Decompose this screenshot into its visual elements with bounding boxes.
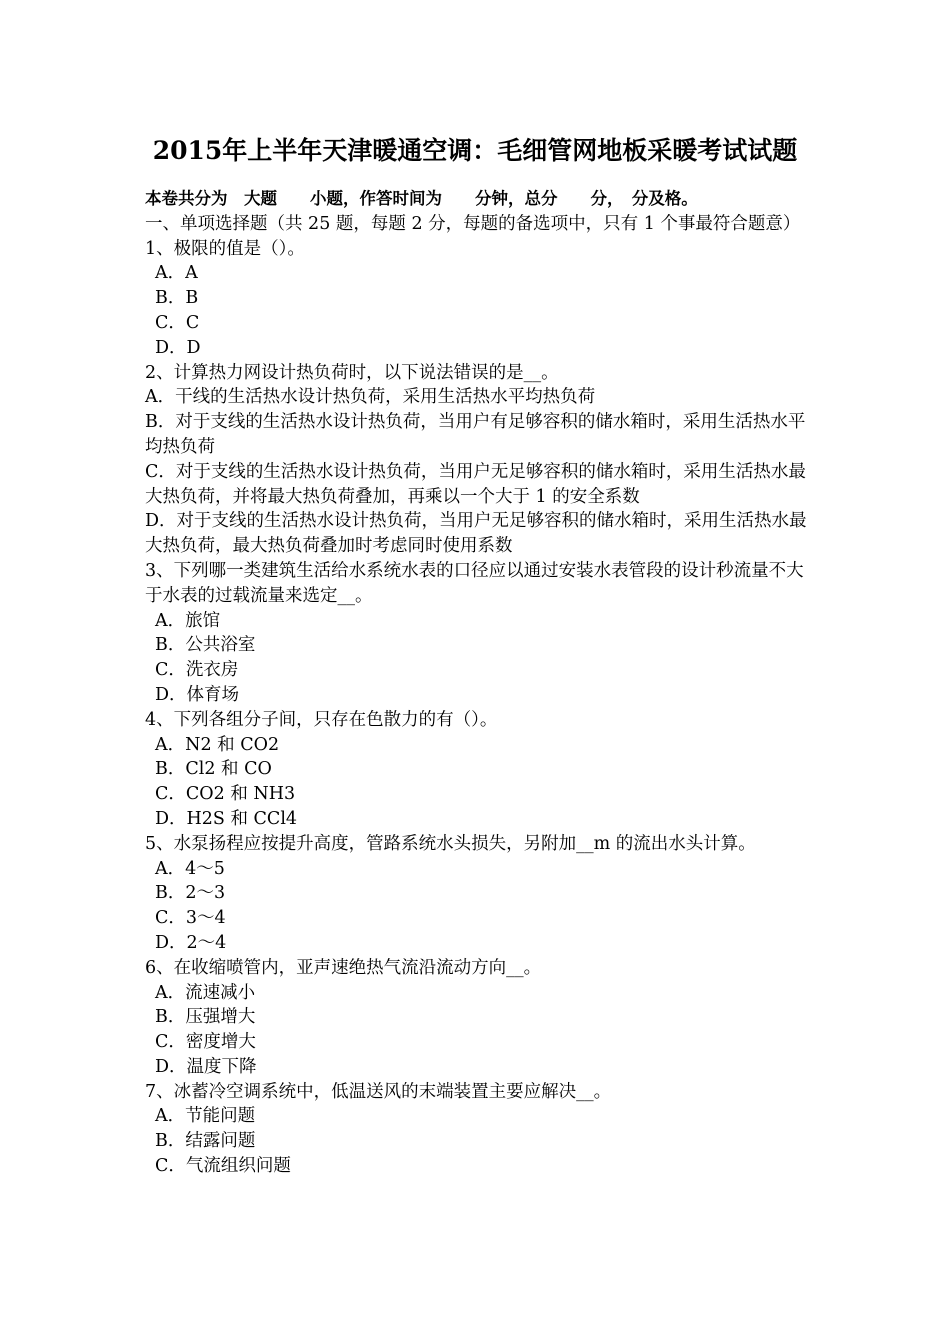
option-d: D．对于支线的生活热水设计热负荷，当用户无足够容积的储水箱时，采用生活热水最大热负荷，最大热负荷叠加时考虑同时使用系数 (145, 511, 807, 557)
option-b: B．B (155, 288, 199, 309)
exam-header-line: 本卷共分为 大题 小题，作答时间为 分钟，总分 分， 分及格。 (145, 189, 698, 208)
question-stem: 3、下列哪一类建筑生活给水系统水表的口径应以通过安装水表管段的设计秒流量不大于水表的过载流量来选定__。 (145, 560, 804, 606)
question-1 (145, 237, 810, 361)
question-stem: 1、极限的值是（）。 (145, 238, 305, 259)
question-2 (145, 361, 810, 559)
option-a: A．流速减小 (155, 982, 256, 1003)
option-c: C．洗衣房 (155, 660, 239, 681)
option-a: A．4～5 (155, 858, 225, 879)
question-stem: 5、水泵扬程应按提升高度，管路系统水头损失，另附加__m 的流出水头计算。 (145, 833, 756, 854)
option-a: A．N2 和 CO2 (155, 734, 280, 755)
option-b: B．2～3 (155, 883, 226, 904)
option-b: B．公共浴室 (155, 635, 256, 656)
option-b: B．结露问题 (155, 1131, 256, 1152)
option-d: D．H2S 和 CCl4 (155, 808, 298, 829)
page-title: 2015年上半年天津暖通空调：毛细管网地板采暖考试试题 (152, 136, 798, 165)
question-3 (145, 559, 810, 708)
option-a: A．节能问题 (155, 1106, 256, 1127)
option-a: A．干线的生活热水设计热负荷，采用生活热水平均热负荷 (145, 387, 596, 408)
option-c: C．密度增大 (155, 1032, 256, 1053)
question-4 (145, 708, 810, 832)
option-c: C．CO2 和 NH3 (155, 784, 296, 805)
exam-body (145, 187, 810, 1179)
option-d: D．温度下降 (155, 1056, 257, 1077)
option-a: A．A (155, 263, 198, 284)
question-7 (145, 1080, 810, 1179)
option-c: C．3～4 (155, 908, 226, 929)
question-stem: 2、计算热力网设计热负荷时，以下说法错误的是__。 (145, 362, 559, 383)
option-b: B．压强增大 (155, 1007, 256, 1028)
question-5 (145, 832, 810, 956)
option-c: C．对于支线的生活热水设计热负荷，当用户无足够容积的储水箱时，采用生活热水最大热负荷，并将最大热负荷叠加，再乘以一个大于 1 的安全系数 (145, 461, 806, 507)
question-stem: 6、在收缩喷管内，亚声速绝热气流沿流动方向__。 (145, 957, 542, 978)
option-d: D．体育场 (155, 684, 240, 705)
question-stem: 4、下列各组分子间，只存在色散力的有（）。 (145, 709, 498, 730)
option-d: D．2～4 (155, 932, 227, 953)
question-6 (145, 956, 810, 1080)
section-heading: 一、单项选择题（共 25 题，每题 2 分，每题的备选项中，只有 1 个事最符合题意） (145, 213, 801, 234)
option-a: A．旅馆 (155, 610, 221, 631)
question-stem: 7、冰蓄冷空调系统中，低温送风的末端装置主要应解决__。 (145, 1081, 612, 1102)
option-b: B．对于支线的生活热水设计热负荷，当用户有足够容积的储水箱时，采用生活热水平均热负荷 (145, 412, 806, 457)
option-c: C．气流组织问题 (155, 1156, 291, 1177)
option-b: B．Cl2 和 CO (155, 759, 272, 780)
option-d: D．D (155, 337, 201, 358)
option-c: C．C (155, 312, 200, 333)
